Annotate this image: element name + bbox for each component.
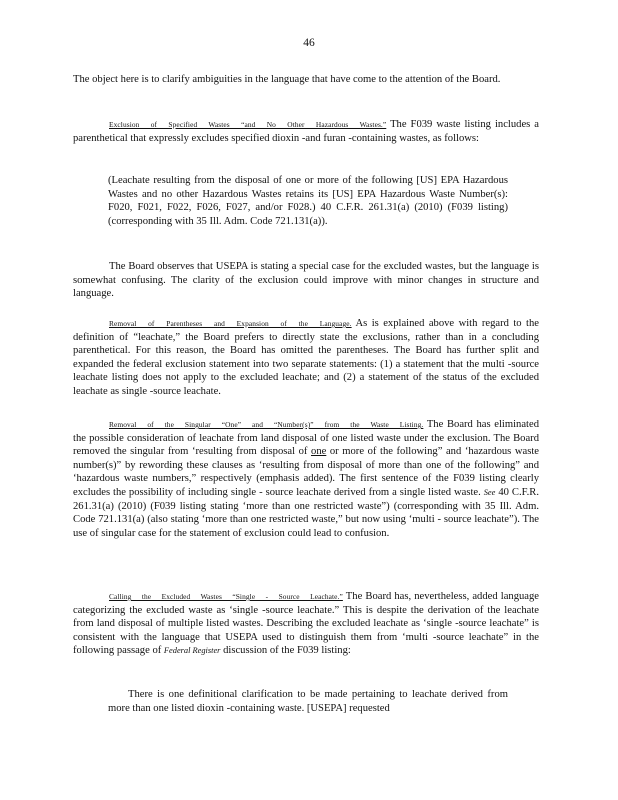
paragraph-text: discussion of the F039 listing: bbox=[220, 645, 351, 657]
paragraph-text: The F039 waste listing includes a parenthetical that expressly excludes specified dioxin -and furan -containing wastes, as follows: bbox=[73, 119, 539, 144]
paragraph-intro: The object here is to clarify ambiguities in the language that have come to the attention of the Board. bbox=[73, 74, 501, 85]
paragraph-parentheses bbox=[73, 317, 539, 399]
block-quote: (Leachate resulting from the disposal of one or more of the following [US] EPA Hazardous Wastes and no other Hazardous Wastes retains its [US] EPA Hazardous Waste Number(s): F020, F021, F022, F026, F027, and/or F028.) 40 C.F.R. 261.31(a) (2010) (F039 listing) (corresponding with 35 Ill. Adm. Code 721.131(a)). bbox=[108, 175, 508, 227]
paragraph-singular bbox=[73, 418, 539, 540]
paragraph-text: The Board has eliminated the possible consideration of leachate from land disposal of one listed waste under the exclusion. The Board removed the singular from ‘resulting from disposal of bbox=[73, 419, 539, 458]
paragraph-single-source bbox=[73, 590, 539, 658]
paragraph-text: 40 C.F.R. 261.31(a) (2010) (F039 listing stating ‘more than one restricted waste”) (corresponding with 35 Ill. Adm. Code 721.131(a) (also stating ‘more than one restricted waste,” but now using ‘multi - source leachate”). The use of singular case for the statement of exclusion could lead to confusion. bbox=[73, 486, 540, 539]
block-quote: There is one definitional clarification to be made pertaining to leachate derived from more than one listed dioxin -containing waste. [USEPA] requested bbox=[108, 689, 508, 714]
paragraph-observation bbox=[73, 260, 539, 301]
underlined-word: one bbox=[311, 446, 327, 458]
section-heading: Removal of the Singular “One” and “Number(s)” from the Waste Listing. bbox=[109, 420, 424, 429]
publication-title: Federal Register bbox=[163, 646, 221, 656]
paragraph-text: The Board observes that USEPA is stating a special case for the excluded wastes, but the language is somewhat confusing. The clarity of the exclusion could improve with minor changes in structure and language. bbox=[73, 261, 539, 300]
paragraph-text: or more of the following” and ‘hazardous waste number(s)” by rewording these clauses as ‘resulting from disposal of more than one of the following” and ‘hazardous waste numbers,” respectively (emphasis added). The first sentence of the F039 listing clearly excludes the possibility of including single - source leachate derived from a single listed waste. bbox=[73, 446, 539, 498]
section-heading: Exclusion of Specified Wastes “and No Other Hazardous Wastes.” bbox=[109, 120, 387, 129]
paragraph-text: The Board has, nevertheless, added language categorizing the excluded waste as ‘single -source leachate.” This is despite the derivation of the leachate from land disposal of multiple listed wastes. Describing the excluded leachate as ‘single -source leachate” is consistent with the language that USEPA used to distinguish them from ‘multi -source leachate” in the following passage of bbox=[73, 591, 539, 657]
section-heading: Calling the Excluded Wastes “Single - Source Leachate.” bbox=[109, 592, 343, 601]
paragraph-exclusion bbox=[73, 118, 539, 145]
section-heading: Removal of Parentheses and Expansion of the Language. bbox=[109, 319, 352, 328]
page-number: 46 bbox=[303, 37, 315, 49]
paragraph-text: As is explained above with regard to the definition of “leachate,” the Board prefers to directly state the exclusions, rather than in a concluding parenthetical. For this reason, the Board has omitted the parentheses. The Board has further split and expanded the federal exclusion statement into two separate statements: (1) a statement that the multi -source leachate listing does not apply to the excluded leachate; and (2) a statement of the status of the excluded leachate as single -source leachate. bbox=[73, 318, 539, 397]
citation-signal: See bbox=[483, 487, 496, 497]
